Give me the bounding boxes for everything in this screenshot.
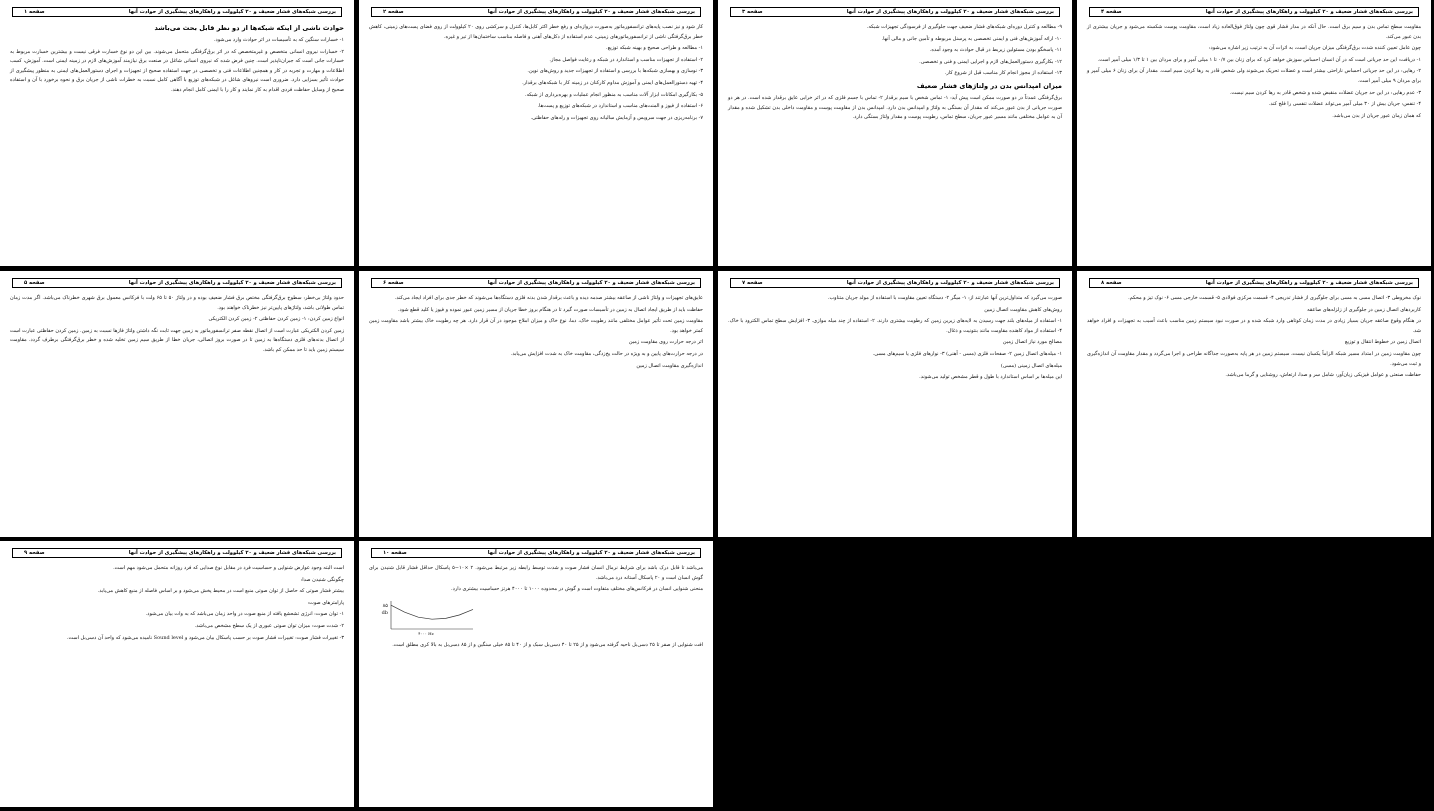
- paragraph: ۲- استفاده از تجهیزات مناسب و استاندارد در شبکه و رعایت فواصل مجاز.: [549, 56, 703, 63]
- paragraph: ۲- شدت صوت: میزان توان صوتی عبوری از یک سطح مشخص می‌باشد.: [194, 622, 344, 629]
- series-line: [391, 605, 473, 619]
- document-page[interactable]: [1077, 0, 1431, 266]
- paragraph: ۱- توان صوت: انرژی تشعشع یافته از منبع صوت در واحد زمان می‌باشد که به وات بیان می‌شود.: [145, 611, 344, 618]
- paragraph: اتصال زمین در خطوط انتقال و توزیع: [1344, 339, 1421, 346]
- paragraph: منحنی شنوایی انسان در فرکانس‌های مختلف متفاوت است و گوش در محدوده ۱۰۰۰ تا ۴۰۰۰ هرتز حساسیت بیشتری دارد.: [451, 586, 703, 593]
- paragraph: ۳- نوسازی و بهسازی شبکه‌ها با بررسی و استفاده از تجهیزات جدید و روش‌های نوین.: [527, 68, 703, 75]
- page-header-title: بررسی شبکه‌های فشار ضعیف و ۲۰ کیلوولت و راهکارهای پیشگیری از حوادث آنها: [1205, 280, 1413, 286]
- page-header: [371, 548, 701, 558]
- document-page[interactable]: [0, 0, 354, 266]
- paragraph: که همان زمان عبور جریان از بدن می‌باشد.: [1332, 112, 1421, 119]
- paragraph: ۳- عدم رهایی: در این حد جریان عضلات منقبض شده و شخص قادر به رها کردن سیم نیست.: [1229, 89, 1421, 96]
- paragraph: چون مقاومت زمین در امتداد مسیر شبکه الزاماً یکسان نیست، سیستم زمین در هر پایه به‌صورت جداگانه طراحی و اجرا می‌گردد و مقدار مقاومت آن اندازه‌گیری و ثبت می‌شود.: [1087, 350, 1421, 367]
- paragraph: انواع زمین کردن: ۱- زمین کردن حفاظتی ۲- زمین کردن الکتریکی: [208, 316, 344, 323]
- document-page[interactable]: [359, 0, 713, 266]
- paragraph: ۱- میله‌های اتصال زمین ۲- صفحات فلزی (مسی - آهنی) ۳- نوارهای فلزی یا سیم‌های مسی.: [872, 350, 1062, 357]
- paragraph: اثر درجه حرارت روی مقاومت زمین: [628, 339, 703, 346]
- x-tick-label: ۴۰۰۰ Hz: [418, 630, 434, 636]
- page-header: [371, 278, 701, 288]
- page-header-title: بررسی شبکه‌های فشار ضعیف و ۲۰ کیلوولت و راهکارهای پیشگیری از حوادث آنها: [487, 280, 695, 286]
- paragraph: مصالح مورد نیاز اتصال زمین: [1002, 339, 1062, 346]
- paragraph: ۱- خسارات سنگین که به تأسیسات در اثر حوادث وارد می‌شود.: [213, 37, 344, 43]
- page-header-title: بررسی شبکه‌های فشار ضعیف و ۲۰ کیلوولت و راهکارهای پیشگیری از حوادث آنها: [1205, 9, 1413, 15]
- paragraph: کار شود و نیز نصب پایه‌های ترانسفورماتور به‌صورت دروازه‌ای و رفع خطر اکثر کابل‌ها، کنترل و سرکشی روی ۲۰ کیلوولت از روی فضای پست‌های زمینی، کاهش خطر برق‌گرفتگی ناشی از ترانسفورماتورهای زمینی، عدم استفاده از دکل‌های آهنی و فاصله مناسب ساختمان‌ها از تیر و غیره.: [369, 24, 704, 40]
- paragraph: حفاظت باید از طریق ایجاد اتصال به زمین در تأسیسات صورت گیرد تا در هنگام بروز خطا جریان از مسیر زمین عبور نموده و فیوز یا کلید قطع شود.: [397, 306, 703, 313]
- paragraph: ۱- مطالعه و طراحی صحیح و بهینه شبکه توزیع.: [605, 45, 703, 52]
- page-body: [10, 294, 344, 356]
- page-number: صفحه ۳: [742, 9, 763, 15]
- page-body: [728, 23, 1062, 123]
- y-axis-label: db: [381, 609, 388, 616]
- paragraph: ۹- مطالعه و کنترل دوره‌ای شبکه‌های فشار ضعیف جهت جلوگیری از فرسودگی تجهیزات شبکه.: [866, 24, 1062, 30]
- page-header-title: بررسی شبکه‌های فشار ضعیف و ۲۰ کیلوولت و راهکارهای پیشگیری از حوادث آنها: [487, 550, 695, 556]
- paragraph: ۱- دریافت: این حد جریانی است که در آن انسان احساس سوزش خواهد کرد که برای زنان بین ۰/۷ تا ۱ میلی آمپر و برای مردان بین ۱ تا ۱/۳ میلی آمپر است.: [1097, 56, 1421, 63]
- page-header-title: بررسی شبکه‌های فشار ضعیف و ۲۰ کیلوولت و راهکارهای پیشگیری از حوادث آنها: [128, 280, 336, 286]
- page-header-title: بررسی شبکه‌های فشار ضعیف و ۲۰ کیلوولت و راهکارهای پیشگیری از حوادث آنها: [487, 9, 695, 15]
- page-body: [369, 23, 703, 123]
- document-page[interactable]: [0, 541, 354, 807]
- page-body: [10, 564, 344, 643]
- section-heading: حوادث ناشی از اینکه شبکه‌ها از دو نظر قابل بحث می‌باشد: [154, 24, 344, 32]
- paragraph: روش‌های کاهش مقاومت اتصال زمین: [984, 306, 1062, 313]
- page-header: [730, 7, 1060, 17]
- paragraph: حفاظت صنعتی و عوامل فیزیکی زیان‌آور: شامل سر و صدا، ارتعاش، روشنایی و گرما می‌باشد.: [1225, 372, 1421, 379]
- page-header: [12, 7, 342, 17]
- paragraph: چون عامل تعیین کننده شدت برق‌گرفتگی میزان جریان است، به اثرات آن به ترتیب زیر اشاره می‌شود:: [1208, 45, 1421, 52]
- page-number: صفحه ۹: [24, 550, 45, 556]
- page-body: [369, 294, 703, 371]
- document-page[interactable]: [359, 541, 713, 807]
- y-tick-label: ۸۵: [382, 602, 388, 609]
- paragraph: عایق‌های تجهیزات و ولتاژ ناشی از صاعقه بیشتر صدمه دیده و باعث برقدار شدن بدنه فلزی دستگاه‌ها می‌شوند که خطر جدی برای افراد ایجاد می‌کند.: [394, 295, 703, 301]
- hearing-chart-svg: [369, 597, 479, 637]
- paragraph: مقاومت زمین تحت تأثیر عوامل مختلفی مانند رطوبت خاک، دما، نوع خاک و میزان املاح موجود در آن قرار دارد. هر چه رطوبت خاک بیشتر باشد مقاومت زمین کمتر خواهد بود.: [369, 318, 703, 334]
- paragraph: پارامترهای صوت:: [307, 599, 344, 606]
- paragraph: نوک مخروطی ۳- اتصال مسی به مسی برای جلوگیری از فشار تدریجی ۴- قسمت مرکزی فولادی ۵- قسمت خارجی مسی ۶- نوک تیز و محکم.: [1128, 295, 1421, 301]
- page-number: صفحه ۲: [383, 9, 404, 15]
- page-body: [728, 294, 1062, 383]
- paragraph: چگونگی شنیدن صدا:: [300, 576, 344, 583]
- paragraph: ۱۲- بکارگیری دستورالعمل‌های لازم و اجرایی ایمنی و فنی و تخصصی.: [919, 58, 1062, 65]
- paragraph: ۱۰- ارائه آموزش‌های فنی و ایمنی تخصصی به پرسنل مربوطه و تأمین جانی و مالی آنها.: [881, 35, 1062, 42]
- document-page[interactable]: [359, 271, 713, 537]
- page-header: [1089, 7, 1419, 17]
- page-header: [371, 7, 701, 17]
- paragraph: زمین کردن الکتریکی عبارت است از اتصال نقطه صفر ترانسفورماتور به زمین جهت ثابت نگه داشتن ولتاژ فازها نسبت به زمین. زمین کردن حفاظتی عبارت است از اتصال بدنه‌های فلزی دستگاه‌ها به زمین تا در صورت بروز اتصالی، جریان خطا از طریق سیم زمین تخلیه شده و خطر برق‌گرفتگی برطرف گردد. مقاومت سیستم زمین باید تا حد ممکن کم باشد.: [10, 327, 344, 353]
- paragraph: ۲- رهایی: در این حد جریانی احساس ناراحتی بیشتر است و عضلات تحریک می‌شوند ولی شخص قادر به رها کردن سیم است. مقدار آن برای زنان ۶ میلی آمپر و برای مردان ۹ میلی آمپر است.: [1087, 68, 1421, 84]
- page-number: صفحه ۷: [742, 280, 763, 286]
- page-header-title: بررسی شبکه‌های فشار ضعیف و ۲۰ کیلوولت و راهکارهای پیشگیری از حوادث آنها: [128, 550, 336, 556]
- paragraph: مقاومت سطح تماس بدن و سیم برق است. حال آنکه در مدار فشار قوی چون ولتاژ فوق‌العاده زیاد است، مقاومت پوست شکسته می‌شود و جریان بیشتری از بدن عبور می‌کند.: [1087, 24, 1421, 40]
- page-header: [730, 278, 1060, 288]
- page-number: صفحه ۶: [383, 280, 404, 286]
- hearing-chart: [369, 597, 703, 639]
- paragraph: می‌باشد تا قابل درک باشد برای شرایط نرمال انسان فشار صوت و شدت توسط رابطه زیر مرتبط می‌شود. ۲ ×۱۰−۵ پاسکال حداقل فشار قابل شنیدن برای گوش انسان است و ۲۰ پاسکال آستانه درد می‌باشد.: [369, 565, 703, 581]
- paragraph: ۱۱- پاسخگو بودن مسئولین زیربط در قبال حوادث به وجود آمده.: [929, 47, 1062, 54]
- page-body: [369, 564, 703, 650]
- paragraph: ۴- تنفس: جریان بیش از ۳۰ میلی آمپر می‌تواند عضلات تنفسی را فلج کند.: [1268, 101, 1421, 108]
- page-header-title: بررسی شبکه‌های فشار ضعیف و ۲۰ کیلوولت و راهکارهای پیشگیری از حوادث آنها: [846, 9, 1054, 15]
- paragraph: ۱۳- استفاده از مجوز انجام کار مناسب قبل از شروع کار.: [944, 70, 1062, 77]
- paragraph: ۲- خسارات نیروی انسانی متخصص و غیرمتخصص که در اثر برق‌گرفتگی متحمل می‌شوند. بین این دو نوع خسارت فرقی نیست و بیشترین خسارت مربوط به خسارات جانی است که جبران‌ناپذیر است. چنین فرض شده که نیروی انسانی شاغل در صنعت برق نیازمند آموزش‌های لازم در زمینه ایمنی است. آموزش، کسب اطلاعات و مهارت و تجربه در کار و همچنین اطلاعات فنی و تخصصی در جهت استفاده صحیح از تجهیزات و اجرای دستورالعمل‌های ایمنی به منظور پیشگیری از حوادث تأثیر بسزایی دارد. ضروری است نیروهای شاغل در شبکه‌های توزیع با آگاهی کامل نسبت به خطرات ناشی از جریان برق و نحوه برخورد با آن و استفاده صحیح از وسایل حفاظت فردی اقدام به کار نمایند و کار را با ایمنی کامل انجام دهند.: [10, 48, 344, 93]
- paragraph: ۴- تهیه دستورالعمل‌های ایمنی و آموزش مداوم کارکنان در زمینه کار با شبکه‌های برقدار.: [522, 79, 703, 86]
- paragraph: حدود ولتاژ بی‌خطر: سطوح برق‌گرفتگی مختص برق فشار ضعیف بوده و در ولتاژ ۵۰ تا ۶۵ ولت با فرکانس معمول برق شهری خطرناک می‌باشد. اگر مدت زمان تماس طولانی باشد، ولتاژهای پایین‌تر نیز خطرناک خواهند بود.: [10, 295, 344, 311]
- paragraph: ۳- تغییرات فشار صوت: تغییرات فشار صوت بر حسب پاسکال بیان می‌شود و Sound level نامیده می‌شود که واحد آن دسی‌بل است.: [66, 634, 344, 641]
- paragraph: کاربردهای اتصال زمین در جلوگیری از زلزله‌های صاعقه: [1307, 306, 1421, 313]
- paragraph: صورت می‌گیرد که متداول‌ترین آنها عبارتند از: ۱- میگر ۲- دستگاه تعیین مقاومت با استفاده از مولد جریان متناوب.: [827, 295, 1062, 301]
- paragraph: در درجه حرارت‌های پایین و به ویژه در حالت یخ‌زدگی، مقاومت خاک به شدت افزایش می‌یابد.: [510, 350, 703, 357]
- page-number: صفحه ۵: [24, 280, 45, 286]
- paragraph: ۶- استفاده از فیوز و المنت‌های مناسب و استاندارد در شبکه‌های توزیع و پست‌ها.: [537, 103, 703, 110]
- page-body: [10, 23, 344, 96]
- page-header-title: بررسی شبکه‌های فشار ضعیف و ۲۰ کیلوولت و راهکارهای پیشگیری از حوادث آنها: [128, 9, 336, 15]
- page-number: صفحه ۴: [1101, 9, 1122, 15]
- paragraph: ۷- برنامه‌ریزی در جهت سرویس و آزمایش سالیانه روی تجهیزات و رله‌های حفاظتی.: [530, 114, 703, 121]
- paragraph: ۱- استفاده از میله‌های بلند جهت رسیدن به لایه‌های زیرین زمین که رطوبت بیشتری دارند. ۲- استفاده از چند میله موازی. ۳- افزایش سطح تماس الکترود با خاک. ۴- استفاده از مواد کاهنده مقاومت مانند بنتونیت و ذغال.: [728, 318, 1062, 334]
- page-header: [12, 548, 342, 558]
- page-header-title: بررسی شبکه‌های فشار ضعیف و ۲۰ کیلوولت و راهکارهای پیشگیری از حوادث آنها: [846, 280, 1054, 286]
- paragraph: است البته وجود عوارض شنوایی و حساسیت فرد در مقابل نوع صدایی که فرد روزانه متحمل می‌شود مهم است.: [113, 565, 344, 571]
- page-number: صفحه ۱: [24, 9, 45, 15]
- paragraph: افت شنوایی از صفر تا ۲۵ دسی‌بل ناحیه گرفته می‌شود و از ۲۵ تا ۴۰ دسی‌بل سبک و از ۴۰ تا ۸۵ خیلی سنگین و از ۸۵ دسی‌بل به بالا کری مطلق است.: [392, 641, 703, 648]
- page-number: صفحه ۱۰: [383, 550, 407, 556]
- paragraph: برق‌گرفتگی عمدتاً در دو صورت ممکن است پیش آید: ۱- تماس شخص با سیم برقدار ۲- تماس با جسم فلزی که در اثر خرابی عایق برقدار شده است. در هر دو صورت جریانی از بدن عبور می‌کند که مقدار آن بستگی به ولتاژ و امپدانس بدن دارد. امپدانس بدن از مقاومت پوست و مقاومت داخلی بدن تشکیل شده و مقدار آن به عوامل مختلفی مانند مسیر عبور جریان، سطح تماس، رطوبت پوست و مقدار ولتاژ بستگی دارد.: [728, 94, 1062, 121]
- page-body: [1087, 23, 1421, 121]
- page-body: [1087, 294, 1421, 381]
- page-number: صفحه ۸: [1101, 280, 1122, 286]
- page-header: [1089, 278, 1419, 288]
- page-header: [12, 278, 342, 288]
- paragraph: میله‌های اتصال زمینی (مسی): [1000, 362, 1062, 369]
- paragraph: این میله‌ها بر اساس استاندارد با طول و قطر مشخص تولید می‌شوند.: [919, 374, 1062, 381]
- paragraph: اندازه‌گیری مقاومت اتصال زمین: [636, 362, 703, 369]
- document-page[interactable]: [1077, 271, 1431, 537]
- paragraph: ۵- بکارگیری امکانات ابزار آلات مناسب به منظور انجام عملیات و بهره‌برداری از شبکه.: [524, 91, 703, 98]
- paragraph: بیشتر فشار صوتی که حاصل از توان صوتی منبع است در محیط پخش می‌شود و بر اساس فاصله از منبع کاهش می‌یابد.: [97, 588, 344, 595]
- document-page[interactable]: [718, 0, 1072, 266]
- document-page[interactable]: [0, 271, 354, 537]
- section-heading: میزان امپدانس بدن در ولتاژهای فشار ضعیف: [916, 81, 1062, 90]
- paragraph: در هنگام وقوع صاعقه جریان بسیار زیادی در مدت زمان کوتاهی وارد شبکه شده و در صورت نبود سیستم زمین مناسب باعث آسیب به تجهیزات و افراد خواهد شد.: [1087, 318, 1421, 334]
- document-page[interactable]: [718, 271, 1072, 537]
